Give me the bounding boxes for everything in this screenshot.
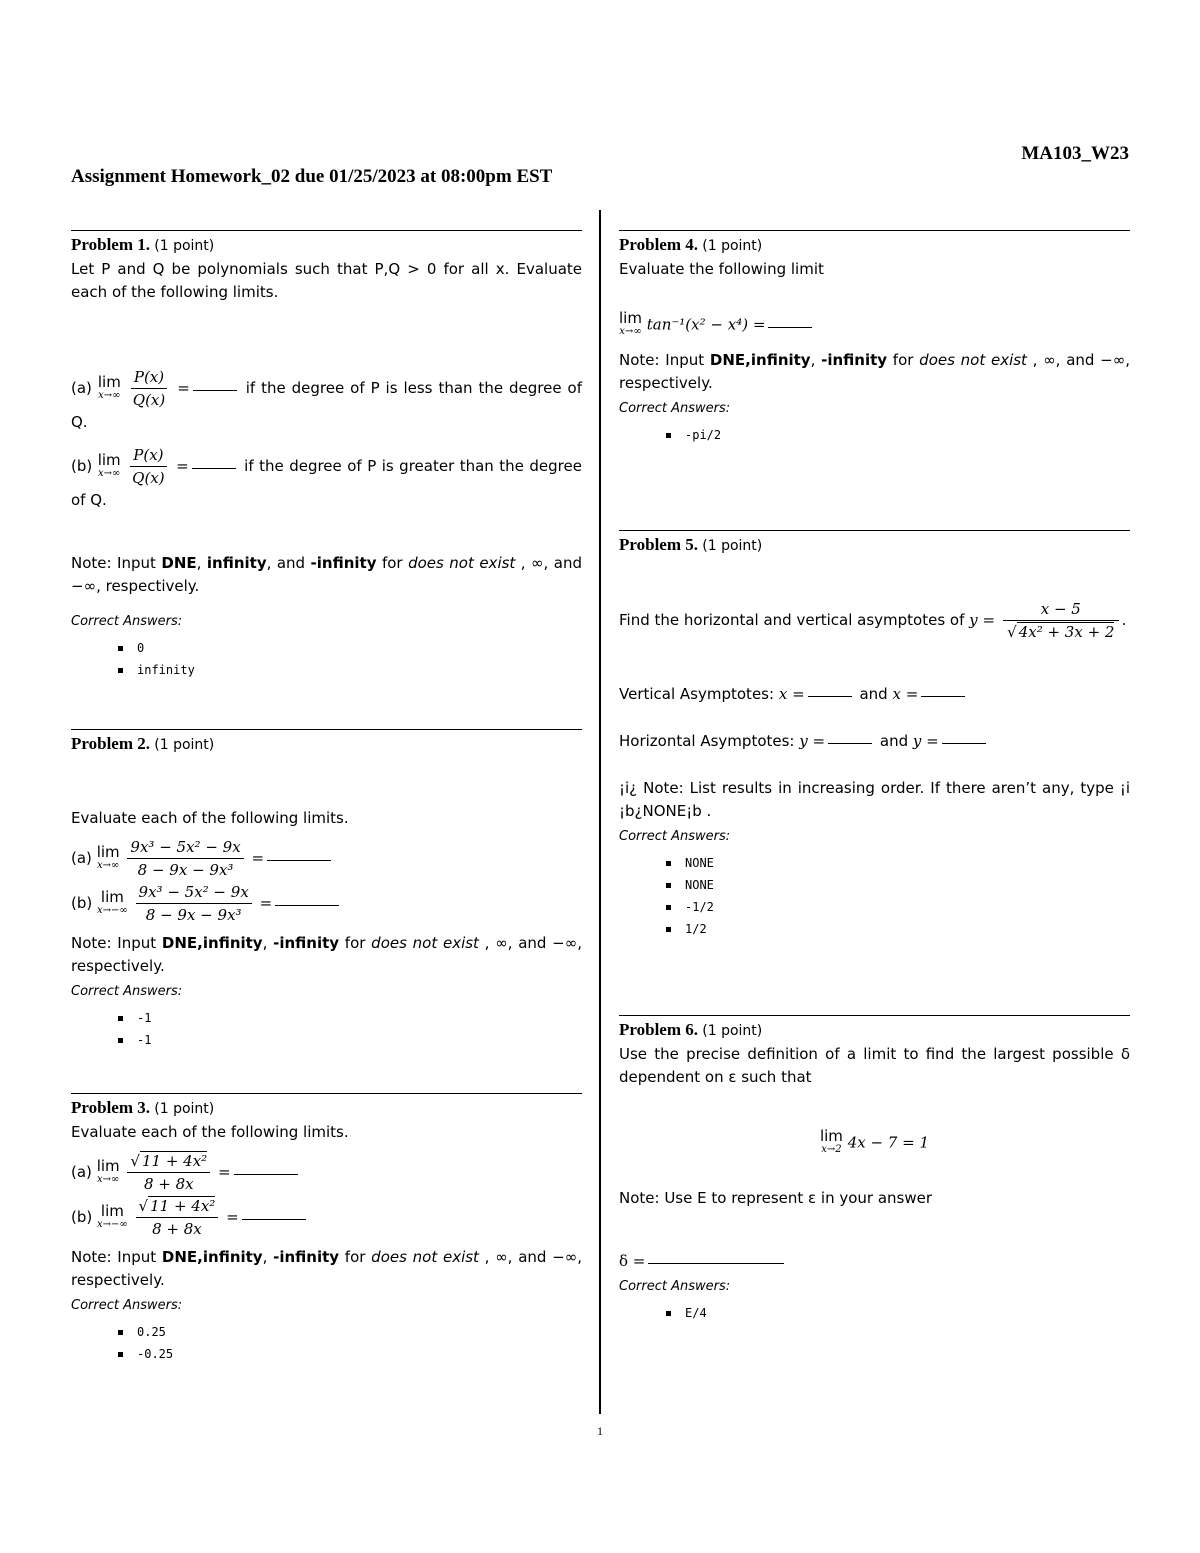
- problem-5-vertical: Vertical Asymptotes: x = and x =: [619, 683, 1130, 706]
- correct-answers-label: Correct Answers:: [619, 401, 731, 416]
- answer-item: NONE: [685, 852, 1130, 874]
- problem-2-header: Problem 2. (1 point): [71, 734, 215, 753]
- answer-list: [619, 852, 1130, 940]
- answer-blank[interactable]: [267, 859, 331, 861]
- answer-item: 1/2: [685, 918, 1130, 940]
- answer-blank[interactable]: [193, 389, 237, 391]
- answer-blank[interactable]: [828, 742, 872, 744]
- limit-operator: lim x→∞: [97, 372, 121, 401]
- problem-1-part-b: (b) lim x→∞ $\frac{P(x)}{Q(x)}$ = if the degree of P is greater than the degree of Q.: [71, 446, 582, 509]
- correct-answers-label: Correct Answers:: [71, 614, 183, 629]
- problem-2-note: Note: Input DNE,infinity, -infinity for does not exist , ∞, and −∞, respectively.: [71, 934, 582, 975]
- course-code: MA103_W23: [1021, 143, 1129, 164]
- answer-item: 0.25: [137, 1321, 582, 1343]
- problem-4-note: Note: Input DNE,infinity, -infinity for does not exist , ∞, and −∞, respectively.: [619, 351, 1130, 392]
- problem-3-part-a: (a) lim x→∞ $\frac{\text{√ 11 + 4x²}}{8 + 8x}$ =: [71, 1150, 582, 1195]
- correct-answers-label: Correct Answers:: [619, 1279, 731, 1294]
- fraction: $\frac{P(x)}{Q(x)}$: [132, 446, 165, 487]
- answer-blank[interactable]: [808, 695, 852, 697]
- problem-3: [71, 1093, 582, 1365]
- problem-2: [71, 729, 582, 1051]
- limit-operator: lim x→∞: [97, 450, 121, 479]
- problem-1-part-a: (a) lim x→∞ $\frac{P(x)}{Q(x)}$ = if the degree of P is less than the degree of Q.: [71, 368, 582, 431]
- fraction: $\frac{x - 5}{\text{√ 4x² + 3x + 2}}$: [1003, 598, 1119, 643]
- problem-6-intro: Use the precise definition of a limit to find the largest possible δ dependent on ε such that: [619, 1045, 1130, 1086]
- problem-3-header: Problem 3. (1 point): [71, 1098, 215, 1117]
- limit-operator: lim x→2: [819, 1127, 843, 1155]
- problem-3-part-b: (b) lim x→−∞ $\frac{\text{√ 11 + 4x²}}{8 + 8x}$ =: [71, 1195, 582, 1240]
- problem-2-part-a: (a) lim x→∞ $\frac{\text{9x³ − 5x² − 9x}}{\text{8 − 9x − 9x³}}$ =: [71, 836, 582, 881]
- limit-operator: lim x→−∞: [97, 1201, 128, 1230]
- problem-2-part-b: (b) lim x→−∞ $\frac{\text{9x³ − 5x² − 9x}}{\text{8 − 9x − 9x³}}$ =: [71, 881, 582, 926]
- correct-answers-label: Correct Answers:: [71, 1298, 183, 1313]
- problem-6-expression: lim x→2 4x − 7 = 1: [819, 1127, 930, 1155]
- answer-list: [71, 1007, 582, 1051]
- fraction: $\frac{\text{9x³ − 5x² − 9x}}{\text{8 − 9x − 9x³}}$: [127, 836, 243, 881]
- correct-answers-label: Correct Answers:: [71, 984, 183, 999]
- problem-1-note: Note: Input DNE, infinity, and -infinity for does not exist , ∞, and −∞, respectively.: [71, 554, 582, 595]
- assignment-title: Assignment Homework_02 due 01/25/2023 at 08:00pm EST: [71, 166, 553, 187]
- problem-5-header: Problem 5. (1 point): [619, 535, 763, 554]
- page-number: 1: [597, 1424, 603, 1438]
- problem-6-note: Note: Use E to represent ε in your answer: [619, 1189, 933, 1207]
- limit-operator: lim x→∞: [96, 842, 120, 871]
- answer-item: -1/2: [685, 896, 1130, 918]
- problem-5-note: ¡i¿ Note: List results in increasing order. If there aren’t any, type ¡i ¡b¿NONE¡b .: [619, 779, 1130, 820]
- answer-list: [619, 424, 1130, 446]
- answer-list: [71, 1321, 582, 1365]
- column-divider: [599, 210, 601, 1414]
- problem-4-expression: lim x→∞ tan⁻¹(x² − x⁴) =: [619, 311, 1130, 339]
- answer-list: [71, 637, 582, 681]
- limit-operator: lim x→−∞: [97, 887, 128, 916]
- answer-item: -0.25: [137, 1343, 582, 1365]
- problem-5-horizontal: Horizontal Asymptotes: y = and y =: [619, 730, 1130, 753]
- fraction: $\frac{P(x)}{Q(x)}$: [132, 368, 166, 409]
- problem-3-note: Note: Input DNE,infinity, -infinity for does not exist , ∞, and −∞, respectively.: [71, 1248, 582, 1289]
- limit-operator: lim x→∞: [619, 309, 642, 337]
- answer-blank[interactable]: [942, 742, 986, 744]
- problem-4-header: Problem 4. (1 point): [619, 235, 763, 254]
- answer-item: 0: [137, 637, 582, 659]
- answer-blank[interactable]: [648, 1262, 784, 1264]
- problem-5-intro: Find the horizontal and vertical asymptotes of y = $\frac{x - 5}{\text{√ 4x² + 3x + 2}}$ .: [619, 600, 1127, 641]
- answer-blank[interactable]: [275, 904, 339, 906]
- answer-blank[interactable]: [192, 467, 236, 469]
- answer-item: -1: [137, 1007, 582, 1029]
- problem-1-intro: Let P and Q be polynomials such that P,Q > 0 for all x. Evaluate each of the following limits.: [71, 260, 582, 301]
- answer-item: infinity: [137, 659, 582, 681]
- problem-6-header: Problem 6. (1 point): [619, 1020, 763, 1039]
- answer-blank[interactable]: [234, 1173, 298, 1175]
- answer-blank[interactable]: [921, 695, 965, 697]
- answer-item: E/4: [685, 1302, 1130, 1324]
- correct-answers-label: Correct Answers:: [619, 829, 731, 844]
- answer-item: NONE: [685, 874, 1130, 896]
- problem-6: [619, 1015, 1130, 1324]
- problem-3-intro: Evaluate each of the following limits.: [71, 1123, 349, 1141]
- limit-operator: lim x→∞: [96, 1156, 120, 1185]
- problem-1: [71, 230, 582, 681]
- answer-list: [619, 1302, 1130, 1324]
- fraction: $\frac{\text{√ 11 + 4x²}}{8 + 8x}$: [127, 1150, 210, 1195]
- problem-5: [619, 530, 1130, 940]
- answer-blank[interactable]: [768, 326, 812, 328]
- problem-4: [619, 230, 1130, 446]
- problem-6-delta: δ =: [619, 1250, 1130, 1273]
- problem-2-intro: Evaluate each of the following limits.: [71, 809, 349, 827]
- problem-4-intro: Evaluate the following limit: [619, 260, 824, 278]
- fraction: $\frac{\text{√ 11 + 4x²}}{8 + 8x}$: [136, 1195, 219, 1240]
- answer-blank[interactable]: [242, 1218, 306, 1220]
- answer-item: -pi/2: [685, 424, 1130, 446]
- fraction: $\frac{\text{9x³ − 5x² − 9x}}{\text{8 − 9x − 9x³}}$: [136, 881, 252, 926]
- problem-1-header: Problem 1. (1 point): [71, 235, 215, 254]
- answer-item: -1: [137, 1029, 582, 1051]
